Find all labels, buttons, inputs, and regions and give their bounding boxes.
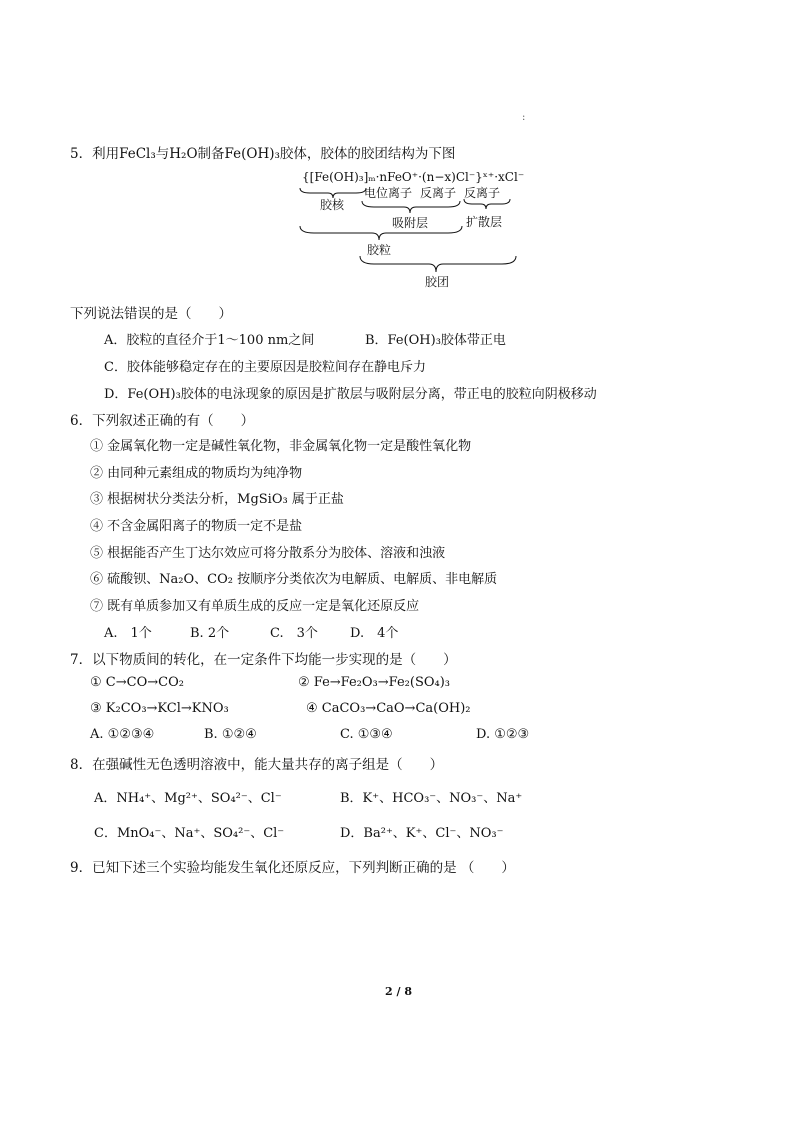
micelle-formula: {[Fe(OH)₃]ₘ·nFeO⁺·(n−x)Cl⁻}ˣ⁺·xCl⁻ bbox=[302, 170, 525, 184]
q6-option-c: C. 3个 bbox=[270, 626, 318, 641]
q5-option-b: B．Fe(OH)₃胶体带正电 bbox=[365, 333, 506, 348]
q6-item-1: ① 金属氧化物一定是碱性氧化物，非金属氧化物一定是酸性氧化物 bbox=[90, 439, 472, 454]
q7-item-2: ② Fe→Fe₂O₃→Fe₂(SO₄)₃ bbox=[298, 675, 451, 690]
q6-option-b: B. 2个 bbox=[190, 626, 230, 641]
q8-option-a: A．NH₄⁺、Mg²⁺、SO₄²⁻、Cl⁻ bbox=[94, 791, 282, 806]
brace-particle bbox=[298, 225, 464, 241]
q5-prompt: 下列说法错误的是（ ） bbox=[70, 306, 232, 322]
q8-option-b: B．K⁺、HCO₃⁻、NO₃⁻、Na⁺ bbox=[340, 791, 523, 806]
label-potential-ion: 电位离子 bbox=[364, 186, 413, 200]
q6-option-d: D. 4个 bbox=[350, 626, 399, 641]
q5-stem: 5．利用FeCl₃与H₂O制备Fe(OH)₃胶体，胶体的胶团结构为下图 bbox=[70, 146, 456, 162]
q5-option-a: A．胶粒的直径介于1～100 nm之间 bbox=[104, 333, 315, 348]
q7-item-1: ① C→CO→CO₂ bbox=[90, 675, 184, 690]
label-counter-ion-1: 反离子 bbox=[420, 186, 457, 200]
q8-option-c: C．MnO₄⁻、Na⁺、SO₄²⁻、Cl⁻ bbox=[94, 826, 285, 841]
q6-item-7: ⑦ 既有单质参加又有单质生成的反应一定是氧化还原反应 bbox=[90, 599, 420, 614]
q8-option-d: D．Ba²⁺、K⁺、Cl⁻、NO₃⁻ bbox=[340, 826, 504, 841]
page-number: 2 / 8 bbox=[385, 985, 412, 998]
label-core: 胶核 bbox=[320, 198, 345, 212]
label-counter-ion-2: 反离子 bbox=[464, 186, 501, 200]
q6-stem: 6．下列叙述正确的有（ ） bbox=[70, 413, 255, 429]
q8-stem: 8．在强碱性无色透明溶液中，能大量共存的离子组是（ ） bbox=[70, 757, 444, 773]
q7-option-d: D. ①②③ bbox=[476, 727, 530, 742]
q7-option-a: A. ①②③④ bbox=[90, 727, 155, 742]
q7-option-c: C. ①③④ bbox=[340, 727, 393, 742]
q7-option-b: B. ①②④ bbox=[204, 727, 257, 742]
label-adsorption: 吸附层 bbox=[392, 216, 429, 230]
q5-option-d: D．Fe(OH)₃胶体的电泳现象的原因是扩散层与吸附层分离，带正电的胶粒向阴极移动 bbox=[104, 387, 597, 402]
label-diffusion: 扩散层 bbox=[466, 215, 503, 229]
q7-item-3: ③ K₂CO₃→KCl→KNO₃ bbox=[90, 701, 229, 716]
q7-item-4: ④ CaCO₃→CaO→Ca(OH)₂ bbox=[306, 701, 471, 716]
label-micelle: 胶团 bbox=[425, 275, 450, 289]
q6-item-3: ③ 根据树状分类法分析，MgSiO₃ 属于正盐 bbox=[90, 492, 344, 507]
brace-diffusion bbox=[462, 198, 512, 210]
q6-item-6: ⑥ 硫酸钡、Na₂O、CO₂ 按顺序分类依次为电解质、电解质、非电解质 bbox=[90, 572, 498, 587]
label-particle: 胶粒 bbox=[367, 243, 392, 257]
corner-mark: : bbox=[522, 112, 526, 123]
q6-item-2: ② 由同种元素组成的物质均为纯净物 bbox=[90, 466, 303, 481]
q6-item-5: ⑤ 根据能否产生丁达尔效应可将分散系分为胶体、溶液和浊液 bbox=[90, 546, 446, 561]
q6-option-a: A. 1个 bbox=[104, 626, 152, 641]
q5-option-c: C．胶体能够稳定存在的主要原因是胶粒间存在静电斥力 bbox=[104, 360, 426, 375]
q7-stem: 7．以下物质间的转化，在一定条件下均能一步实现的是（ ） bbox=[70, 652, 457, 668]
q6-item-4: ④ 不含金属阳离子的物质一定不是盐 bbox=[90, 519, 303, 534]
brace-micelle bbox=[358, 255, 518, 273]
brace-adsorption bbox=[360, 200, 462, 214]
q9-stem: 9．已知下述三个实验均能发生氧化还原反应，下列判断正确的是 （ ） bbox=[70, 860, 515, 876]
